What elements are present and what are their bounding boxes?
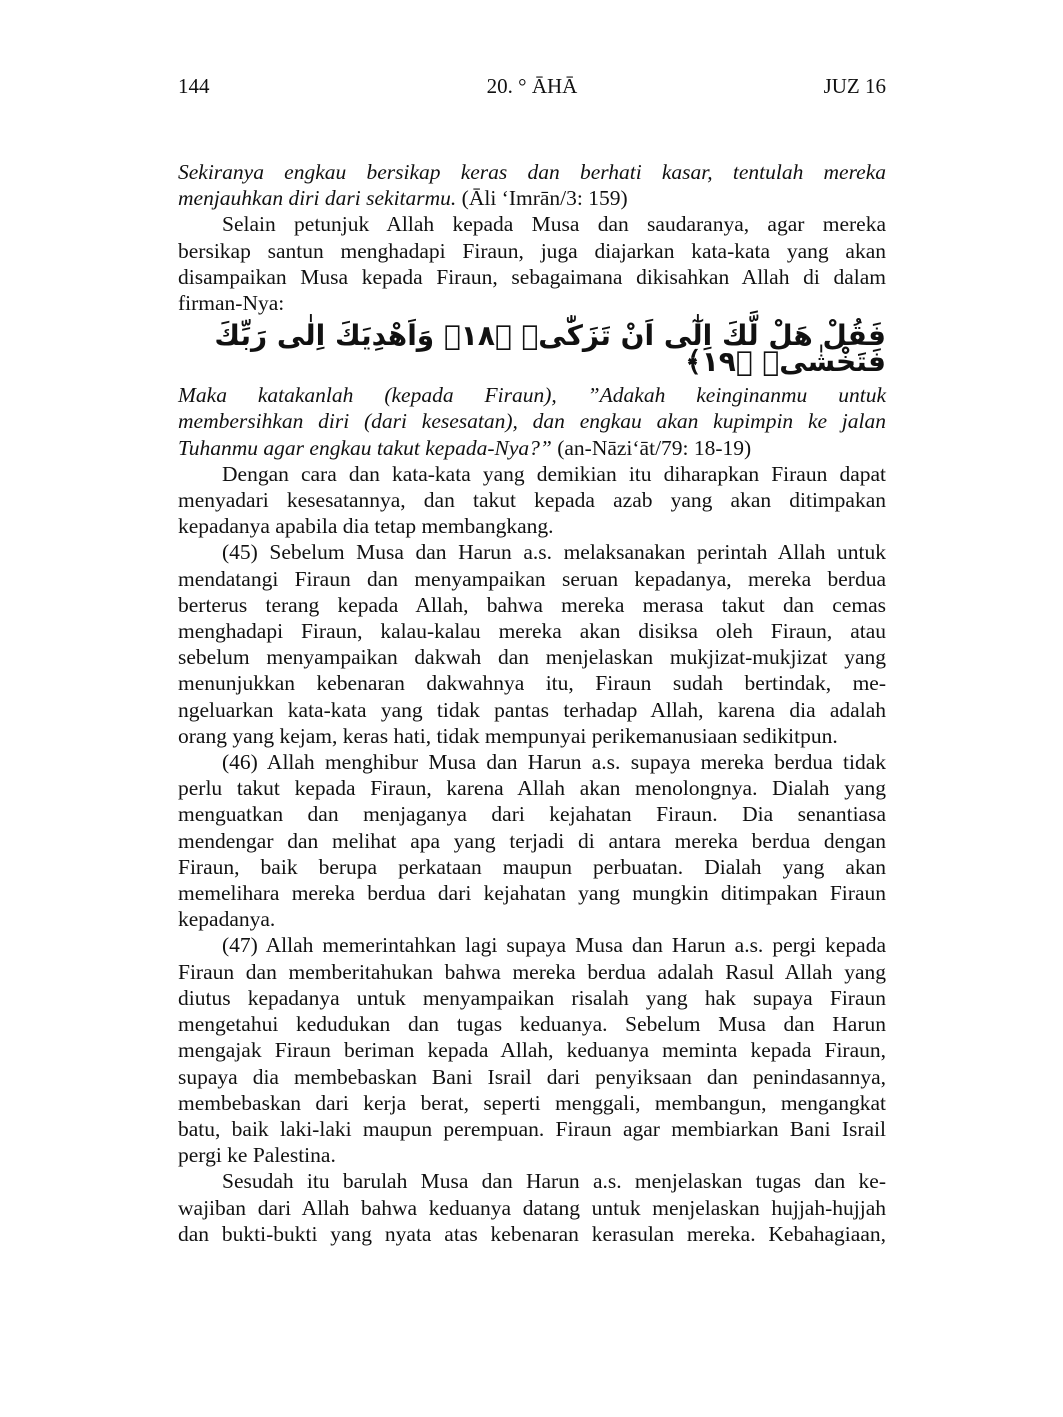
text-line (178, 618, 886, 644)
text-line (178, 749, 886, 775)
text-line (178, 487, 886, 513)
body-text: sebelum menyampaikan dakwah dan menjelaskan mukjizat-mukjizat yang (178, 645, 886, 670)
body-text: (46) Allah menghibur Musa dan Harun a.s. supaya mereka berdua tidak (222, 750, 886, 775)
italic-translation-text: Sekiranya engkau bersikap keras dan berhati kasar, tentulah mereka (178, 160, 886, 184)
text-line (178, 185, 886, 211)
body-text: kepadanya apabila dia tetap membangkang. (178, 514, 554, 539)
text-line (178, 1064, 886, 1090)
text-line (178, 1037, 886, 1063)
text-line (178, 854, 886, 880)
text-line (178, 566, 886, 592)
italic-translation-text: membersihkan diri (dari kesesatan), dan engkau akan kupimpin ke jalan (178, 409, 886, 434)
paragraph (178, 749, 886, 932)
text-line (178, 592, 886, 618)
text-line (178, 1168, 886, 1194)
body-text: menyadari kesesatannya, dan takut kepada azab yang akan ditimpakan (178, 488, 886, 513)
text-line (178, 539, 886, 565)
text-line (178, 932, 886, 958)
body-text: memelihara mereka berdua dari kejahatan yang mungkin ditimpakan Firaun (178, 881, 886, 906)
page-number: 144 (178, 74, 210, 98)
body-text: (45) Sebelum Musa dan Harun a.s. melaksanakan perintah Allah untuk (222, 540, 886, 565)
text-line (178, 159, 886, 185)
text-line (178, 435, 886, 461)
page-body (178, 159, 886, 1247)
text-line (178, 723, 886, 749)
body-text: (Āli ‘Imrān/3: 159) (461, 186, 628, 211)
body-text: supaya dia membebaskan Bani Israil dari penyiksaan dan penindasannya, (178, 1064, 886, 1089)
text-line (178, 264, 886, 290)
text-line (178, 985, 886, 1011)
text-line (178, 513, 886, 539)
body-text: wajiban dari Allah bahwa keduanya datang untuk menjelaskan hujjah-hujjah (178, 1195, 886, 1220)
paragraph (178, 932, 886, 1168)
juz-label: JUZ 16 (823, 74, 886, 98)
paragraph (178, 382, 886, 461)
text-line (178, 697, 886, 723)
body-text: Dengan cara dan kata-kata yang demikian itu diharapkan Firaun dapat (222, 461, 886, 486)
body-text: perlu takut kepada Firaun, karena Allah akan menolongnya. Dialah yang (178, 776, 886, 801)
body-text: firman-Nya: (178, 291, 285, 316)
text-line (178, 1142, 886, 1168)
paragraph (178, 1168, 886, 1247)
paragraph (178, 159, 886, 211)
body-text: batu, baik laki-laki maupun perempuan. Firaun agar membiarkan Bani Israil (178, 1116, 886, 1141)
body-text: dan bukti-bukti yang nyata atas kebenaran kerasulan mereka. Kebahagiaan, (178, 1221, 886, 1246)
body-text: (an-Nāzi‘āt/79: 18-19) (551, 435, 752, 460)
body-text: mendengar dan melihat apa yang terjadi di antara mereka berdua dengan (178, 828, 886, 853)
body-text: (47) Allah memerintahkan lagi supaya Musa dan Harun a.s. pergi kepada (222, 933, 886, 958)
body-text: disampaikan Musa kepada Firaun, sebagaimana dikisahkan Allah di dalam (178, 264, 886, 289)
text-line (178, 828, 886, 854)
paragraph (178, 211, 886, 316)
body-text: diutus kepadanya untuk menyampaikan risalah yang hak supaya Firaun (178, 985, 886, 1010)
body-text: membebaskan dari kerja berat, seperti menggali, membangun, mengangkat (178, 1090, 886, 1115)
text-line (178, 1116, 886, 1142)
body-text: orang yang kejam, keras hati, tidak mempunyai perikemanusiaan sedikitpun. (178, 723, 838, 748)
text-line (178, 644, 886, 670)
text-line (178, 906, 886, 932)
body-text: mendatangi Firaun dan menyampaikan seruan kepadanya, mereka berdua (178, 566, 886, 591)
text-line (178, 775, 886, 801)
body-text: menguatkan dan menjaganya dari kejahatan Firaun. Dia senantiasa (178, 802, 886, 827)
body-text: mengajak Firaun beriman kepada Allah, keduanya meminta kepada Firaun, (178, 1038, 886, 1063)
body-text: Selain petunjuk Allah kepada Musa dan saudaranya, agar mereka (222, 212, 886, 237)
text-line (178, 408, 886, 434)
text-line (178, 461, 886, 487)
italic-translation-text: Maka katakanlah (kepada Firaun), ”Adakah keinginanmu untuk (178, 383, 886, 408)
text-line (178, 211, 886, 237)
text-line (178, 1011, 886, 1037)
surah-title: 20. ° ĀHĀ (486, 74, 578, 98)
quran-verse-arabic: فَقُلْ هَلْ لَّكَ اِلٰٓى اَنْ تَزَكّٰىۙ ﴿١٨﴾ وَاَهْدِيَكَ اِلٰى رَبِّكَ فَتَخْشٰىۚ ﴿١٩﴾ (214, 319, 886, 379)
body-text: ngeluarkan kata-kata yang tidak pantas terhadap Allah, karena dia adalah (178, 697, 886, 722)
body-text: Firaun, baik berupa perkataan maupun perbuatan. Dialah yang akan (178, 854, 886, 879)
paragraph (178, 461, 886, 540)
text-line (178, 382, 886, 408)
body-text: Sesudah itu barulah Musa dan Harun a.s. menjelaskan tugas dan ke- (222, 1169, 886, 1194)
text-line (178, 670, 886, 696)
paragraph (178, 539, 886, 749)
text-line (178, 1195, 886, 1221)
italic-translation-text: menjauhkan diri dari sekitarmu. (178, 186, 462, 211)
text-line (178, 238, 886, 264)
running-header (178, 74, 886, 100)
text-line (178, 290, 886, 316)
body-text: bersikap santun menghadapi Firaun, juga diajarkan kata-kata yang akan (178, 238, 886, 263)
italic-translation-text: Tuhanmu agar engkau takut kepada-Nya?” (178, 435, 552, 460)
text-line (178, 880, 886, 906)
text-line (178, 959, 886, 985)
text-line (178, 801, 886, 827)
body-text: mengetahui kedudukan dan tugas keduanya. Sebelum Musa dan Harun (178, 1012, 886, 1037)
text-line (178, 1221, 886, 1247)
body-text: menghadapi Firaun, kalau-kalau mereka akan disiksa oleh Firaun, atau (178, 619, 886, 644)
body-text: berterus terang kepada Allah, bahwa mereka merasa takut dan cemas (178, 592, 886, 617)
body-text: kepadanya. (178, 907, 276, 932)
body-text: pergi ke Palestina. (178, 1143, 336, 1168)
body-text: menunjukkan kebenaran dakwahnya itu, Firaun sudah bertindak, me- (178, 671, 886, 696)
body-text: Firaun dan memberitahukan bahwa mereka berdua adalah Rasul Allah yang (178, 959, 886, 984)
text-line (178, 1090, 886, 1116)
